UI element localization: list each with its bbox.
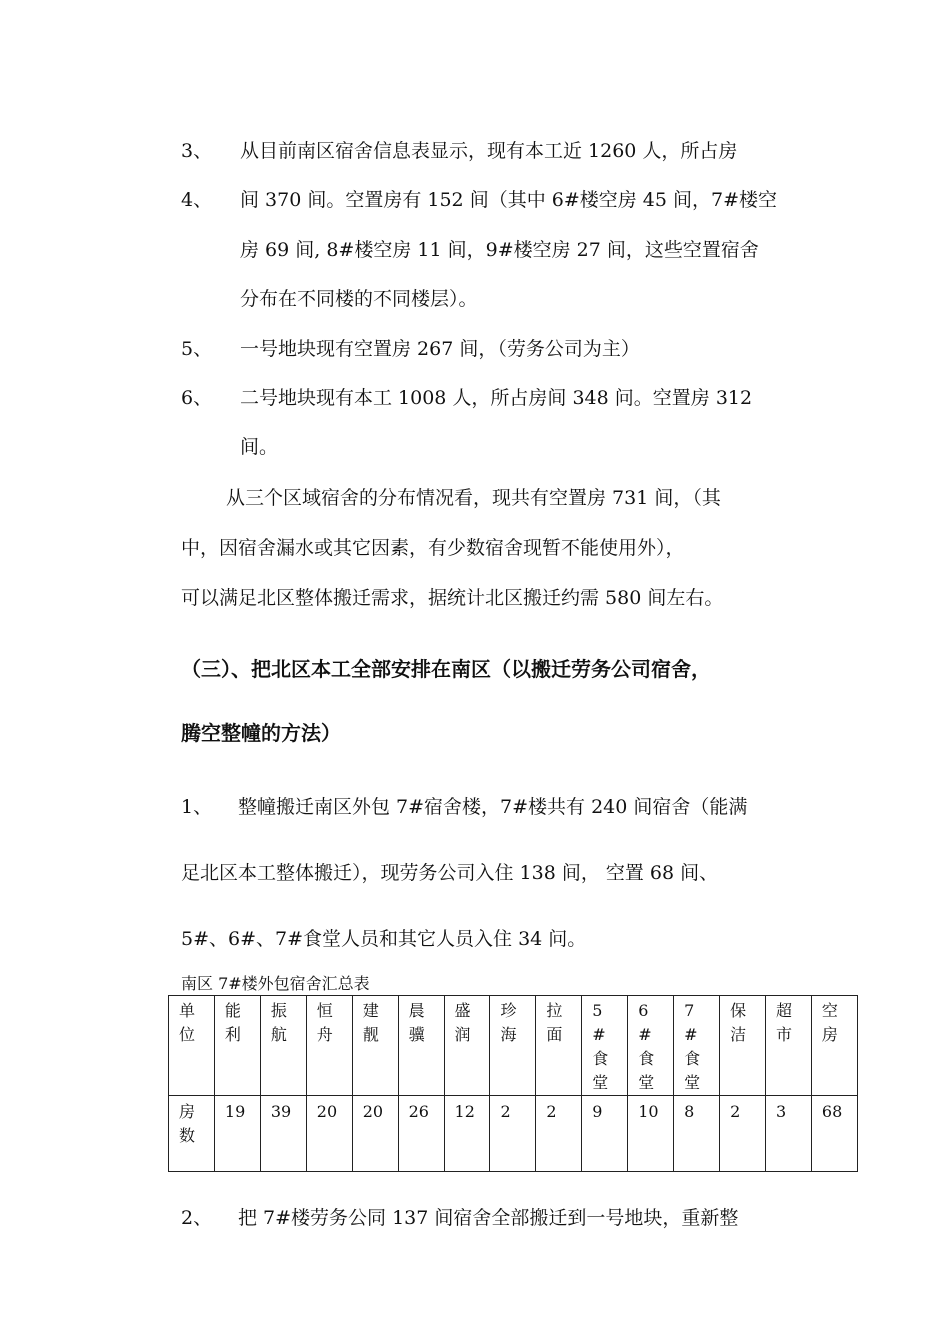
table-header-row: [169, 996, 858, 1096]
table-header-cell: 7#食堂: [674, 996, 720, 1096]
list-number: 5、: [181, 338, 213, 360]
list-number: 2、: [181, 1207, 213, 1229]
table-header-cell: 拉面: [536, 996, 582, 1096]
list-number: 3、: [181, 140, 213, 162]
table-header-cell: 珍海: [490, 996, 536, 1096]
list-text: 一号地块现有空置房 267 间，（劳务公司为主）: [240, 338, 640, 360]
table-header-cell: 盛润: [444, 996, 490, 1096]
table-cell: 9: [582, 1096, 628, 1172]
paragraph-line: 从三个区域宿舍的分布情况看，现共有空置房 731 间，（其: [226, 487, 721, 509]
table-cell: 19: [214, 1096, 260, 1172]
table-cell: 39: [260, 1096, 306, 1172]
list-text: 足北区本工整体搬迁），现劳务公司入住 138 间， 空置 68 间、: [181, 862, 719, 884]
table-cell: 10: [628, 1096, 674, 1172]
list-text: 房 69 间, 8#楼空房 11 间，9#楼空房 27 间，这些空置宿舍: [240, 239, 759, 261]
list-text: 从目前南区宿舍信息表显示，现有本工近 1260 人，所占房: [240, 140, 738, 162]
table-row: [169, 1096, 858, 1172]
table-cell: 68: [811, 1096, 857, 1172]
table-cell: 2: [490, 1096, 536, 1172]
table-header-cell: 6#食堂: [628, 996, 674, 1096]
table-header-cell: 恒舟: [306, 996, 352, 1096]
table-header-cell: 建靓: [352, 996, 398, 1096]
list-number: 4、: [181, 189, 213, 211]
table-header-cell: 振航: [260, 996, 306, 1096]
list-text: 二号地块现有本工 1008 人，所占房间 348 问。空置房 312: [240, 387, 753, 409]
table-cell: 20: [306, 1096, 352, 1172]
table-cell: 3: [765, 1096, 811, 1172]
paragraph-line: 中，因宿舍漏水或其它因素，有少数宿舍现暂不能使用外），: [181, 537, 685, 559]
list-text: 分布在不同楼的不同楼层）。: [240, 288, 478, 310]
list-text: 整幢搬迁南区外包 7#宿舍楼，7#楼共有 240 间宿舍（能满: [238, 796, 748, 818]
table-header-cell: 5#食堂: [582, 996, 628, 1096]
list-text: 5#、6#、7#食堂人员和其它人员入住 34 问。: [181, 928, 587, 950]
table-header-cell: 保洁: [720, 996, 766, 1096]
list-number: 6、: [181, 387, 213, 409]
list-number: 1、: [181, 796, 213, 818]
table-header-cell: 能利: [214, 996, 260, 1096]
heading-line: 腾空整幢的方法）: [181, 721, 341, 745]
list-text: 间 370 间。空置房有 152 间（其中 6#楼空房 45 间，7#楼空: [240, 189, 778, 211]
table-cell: 2: [536, 1096, 582, 1172]
table-cell: 12: [444, 1096, 490, 1172]
dorm-summary-table: [168, 995, 858, 1172]
table-cell: 20: [352, 1096, 398, 1172]
table-header-cell: 空房: [811, 996, 857, 1096]
heading-line: （三）、把北区本工全部安排在南区（以搬迁劳务公司宿舍，: [181, 657, 711, 681]
table-header-cell: 单位: [169, 996, 215, 1096]
table-header-cell: 超市: [765, 996, 811, 1096]
paragraph-line: 可以满足北区整体搬迁需求，据统计北区搬迁约需 580 间左右。: [181, 587, 724, 609]
list-text: 把 7#楼劳务公同 137 间宿舍全部搬迁到一号地块，重新整: [238, 1207, 739, 1229]
list-text: 间。: [240, 436, 279, 458]
table-cell: 26: [398, 1096, 444, 1172]
table-header-cell: 晨骥: [398, 996, 444, 1096]
table-row-label: 房数: [169, 1096, 215, 1172]
table-caption: 南区 7#楼外包宿舍汇总表: [181, 974, 370, 993]
table-cell: 8: [674, 1096, 720, 1172]
table-cell: 2: [720, 1096, 766, 1172]
